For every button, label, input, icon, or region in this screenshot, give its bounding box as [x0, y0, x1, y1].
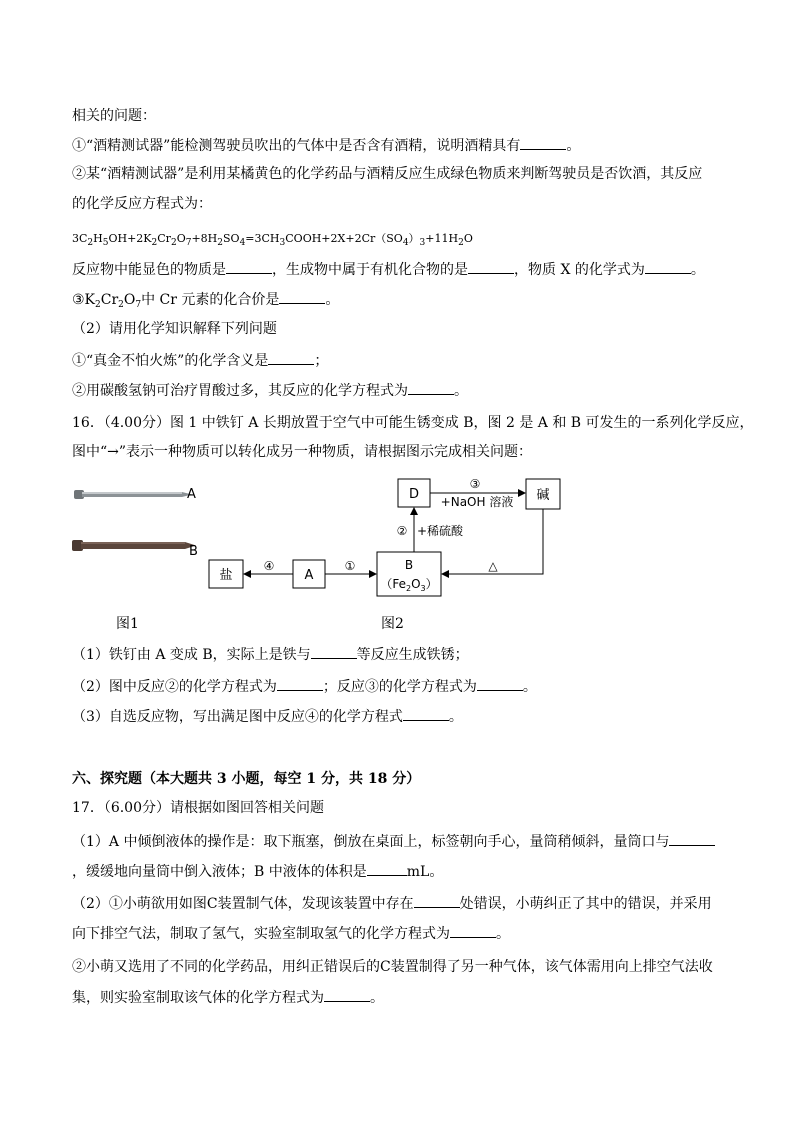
- q15-1-2-line: ②某“酒精测试器”是利用某橘黄色的化学药品与酒精反应生成绿色物质来判断驾驶员是否饮酒，其反应: [72, 166, 703, 182]
- q15-1-3-line: $③K_2Cr_2O_7$中 Cr 元素的化合价是 。: [72, 289, 339, 310]
- reaction-1-number: ①: [344, 559, 356, 573]
- q15-2-2-line: ②用碳酸氢钠可治疗胃酸过多，其反应的化学方程式为 。: [72, 380, 468, 401]
- reaction-3-reagent: +NaOH 溶液: [440, 495, 514, 509]
- q17-2-2-line: ②小萌又选用了不同的化学药品，用纠正错误后的C装置制得了另一种气体，该气体需用向上排空气法收: [72, 959, 713, 975]
- answer-blank[interactable]: [450, 923, 496, 938]
- box-d-label: D: [408, 487, 420, 502]
- answer-blank[interactable]: [226, 259, 272, 274]
- nail-a-image: [74, 490, 192, 499]
- q16-stem-line: 16．（4.00分）图 1 中铁钉 A 长期放置于空气中可能生锈变成 B，图 2 是 A 和 B 可发生的一系列化学反应，: [72, 415, 754, 431]
- nail-b-image: [72, 540, 196, 551]
- figure-2-reaction-diagram: [205, 475, 565, 605]
- box-salt-label: 盐: [219, 568, 233, 583]
- answer-blank[interactable]: [324, 987, 370, 1002]
- answer-blank[interactable]: [403, 706, 449, 721]
- q15-1-2-line-cont: 的化学反应方程式为：: [72, 196, 212, 212]
- answer-blank[interactable]: [520, 135, 566, 150]
- nail-b-label: B: [189, 544, 198, 559]
- answer-blank[interactable]: [367, 861, 407, 876]
- reaction-2-reagent: +稀硫酸: [417, 524, 464, 538]
- answer-blank[interactable]: [408, 380, 454, 395]
- q16-3-line: （3）自选反应物，写出满足图中反应④的化学方程式 。: [72, 706, 463, 727]
- q17-2-line: （2）①小萌欲用如图C装置制气体，发现该装置中存在 处错误，小萌纠正了其中的错误，并采用: [72, 893, 712, 914]
- q17-1-line-cont: ，缓缓地向量筒中倒入液体；B 中液体的体积是 mL。: [72, 861, 443, 882]
- box-a-label: A: [304, 568, 314, 583]
- box-b-label: B: [404, 558, 414, 572]
- reaction-3-number: ③: [469, 477, 481, 491]
- q16-1-line: （1）铁钉由 A 变成 B，实际上是铁与 等反应生成铁锈；: [72, 644, 469, 665]
- q16-2-line: （2）图中反应②的化学方程式为 ；反应③的化学方程式为 。: [72, 676, 537, 697]
- section-6-heading: 六、探究题（本大题共 3 小题，每空 1 分，共 18 分）: [72, 771, 421, 787]
- answer-blank[interactable]: [477, 676, 523, 691]
- answer-blank[interactable]: [279, 289, 325, 304]
- q17-stem-line: 17．（6.00分）请根据如图回答相关问题: [72, 800, 324, 816]
- heat-symbol: △: [488, 559, 498, 573]
- answer-blank[interactable]: [645, 259, 691, 274]
- q17-2-line-cont: 向下排空气法，制取了氢气，实验室制取氢气的化学方程式为 。: [72, 923, 510, 944]
- q15-1-1-line: ①“酒精测试器”能检测驾驶员吹出的气体中是否含有酒精，说明酒精具有 。: [72, 135, 580, 156]
- intro-line: 相关的问题：: [72, 108, 156, 124]
- q16-stem-line-cont: 图中“→”表示一种物质可以转化成另一种物质，请根据图示完成相关问题：: [72, 444, 533, 460]
- nail-a-label: A: [187, 487, 196, 502]
- q15-2-1-line: ①“真金不怕火炼”的化学含义是 ；: [72, 350, 328, 371]
- answer-blank[interactable]: [277, 676, 323, 691]
- q15-2-heading: （2）请用化学知识解释下列问题: [72, 321, 277, 337]
- q17-2-2-line-cont: 集，则实验室制取该气体的化学方程式为 。: [72, 987, 384, 1008]
- answer-blank[interactable]: [414, 893, 460, 908]
- answer-blank[interactable]: [311, 644, 357, 659]
- box-b-formula: $(Fe_2O_3)$: [380, 577, 438, 593]
- q17-1-line: （1）A 中倾倒液体的操作是：取下瓶塞，倒放在桌面上，标签朝向手心，量筒稍倾斜，量筒口与: [72, 831, 715, 852]
- q15-1-2-blanks-line: 反应物中能显色的物质是 ，生成物中属于有机化合物的是 ，物质 X 的化学式为 。: [72, 259, 705, 280]
- reaction-2-number: ②: [396, 524, 408, 538]
- figure-1-caption: 图1: [116, 616, 139, 632]
- reaction-equation: $3C_2H_5OH+2K_2Cr_2O_7+8H_2SO_4=3CH_3COOH+2X+2Cr(SO_4)_3+11H_2O$: [72, 232, 473, 248]
- figure-2-caption: 图2: [381, 616, 404, 632]
- answer-blank[interactable]: [268, 350, 314, 365]
- box-base-label: 碱: [536, 488, 550, 503]
- answer-blank[interactable]: [468, 259, 514, 274]
- answer-blank[interactable]: [669, 831, 715, 846]
- reaction-4-number: ④: [263, 559, 275, 573]
